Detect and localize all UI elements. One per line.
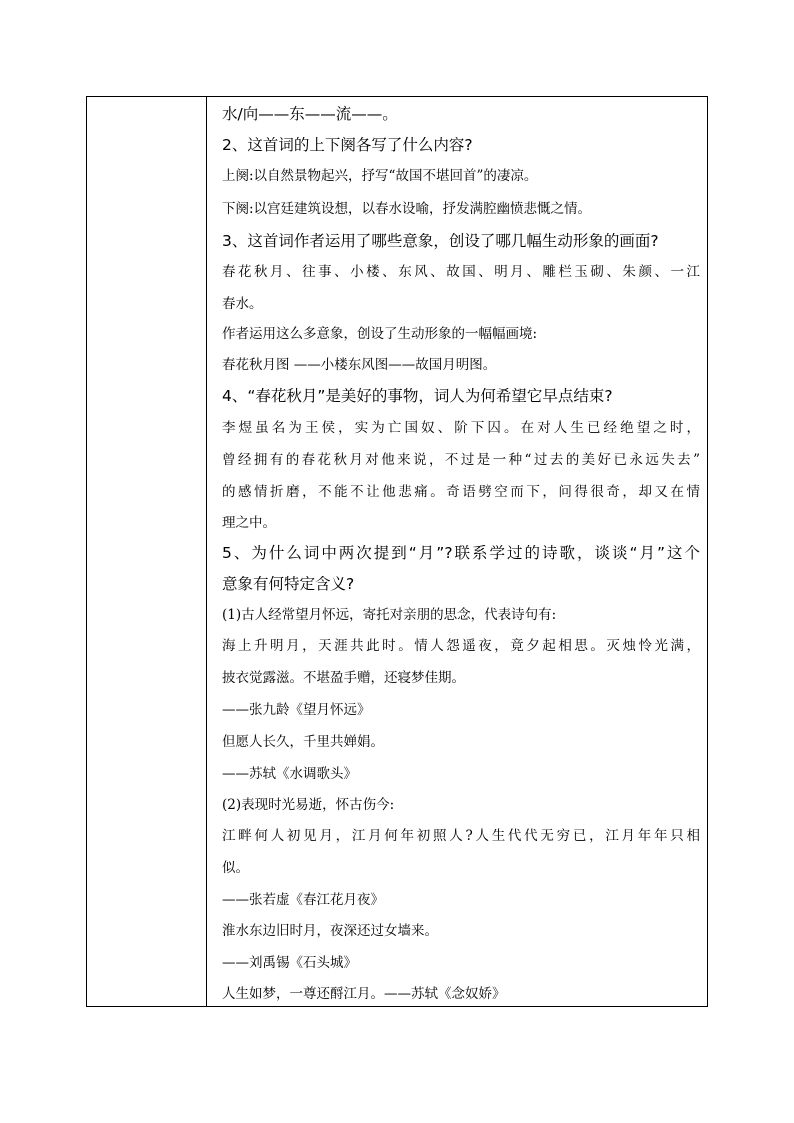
question-line: 水/向——东——流——。 bbox=[222, 105, 398, 123]
answer-line: 上阕:以自然景物起兴，抒写“故国不堪回首”的凄凉。 bbox=[222, 168, 538, 184]
answer-line: 海上升明月，天涯共此时。情人怨遥夜，竟夕起相思。灭烛怜光满， bbox=[222, 638, 700, 654]
answer-line: 江畔何人初见月，江月何年初照人?人生代代无穷已，江月年年只相 bbox=[222, 828, 700, 844]
question-line: 2、这首词的上下阕各写了什么内容? bbox=[222, 136, 473, 154]
table-content-cell bbox=[208, 97, 707, 1006]
answer-line: ——张九龄《望月怀远》 bbox=[222, 702, 371, 718]
answer-line: (1)古人经常望月怀远，寄托对亲朋的思念，代表诗句有: bbox=[222, 607, 557, 623]
answer-line: 理之中。 bbox=[222, 515, 276, 531]
question-line: 意象有何特定含义? bbox=[222, 575, 355, 593]
answer-line: ——苏轼《水调歌头》 bbox=[222, 766, 357, 782]
document-table bbox=[86, 96, 708, 1007]
question-line: 5、为什么词中两次提到“月”?联系学过的诗歌，谈谈“月”这个 bbox=[222, 544, 700, 562]
table-left-cell bbox=[87, 97, 207, 1006]
answer-line: 但愿人长久，千里共婵娟。 bbox=[222, 734, 384, 750]
answer-line: 淮水东边旧时月，夜深还过女墙来。 bbox=[222, 923, 438, 939]
question-line: 4、“春花秋月”是美好的事物，词人为何希望它早点结束? bbox=[222, 387, 613, 405]
question-line: 3、这首词作者运用了哪些意象，创设了哪几幅生动形象的画面? bbox=[222, 232, 659, 250]
answer-line: 作者运用这么多意象，创设了生动形象的一幅幅画境: bbox=[222, 326, 538, 342]
answer-line: 人生如梦，一尊还酹江月。——苏轼《念奴娇》 bbox=[222, 986, 506, 1002]
answer-line: ——张若虚《春江花月夜》 bbox=[222, 892, 384, 908]
answer-line: 似。 bbox=[222, 860, 249, 876]
answer-line: 春花秋月图 ——小楼东风图——故国月明图。 bbox=[222, 357, 497, 373]
answer-line: 披衣觉露滋。不堪盈手赠，还寝梦佳期。 bbox=[222, 670, 465, 686]
answer-line: 春水。 bbox=[222, 296, 263, 312]
answer-line: 下阕:以宫廷建筑设想，以春水设喻，抒发满腔幽愤悲慨之情。 bbox=[222, 201, 592, 217]
answer-line: ——刘禹锡《石头城》 bbox=[222, 955, 357, 971]
answer-line: (2)表现时光易逝，怀古伤今: bbox=[222, 797, 395, 813]
answer-line: 春花秋月、往事、小楼、东风、故国、明月、雕栏玉砌、朱颜、一江 bbox=[222, 264, 700, 280]
answer-line: 的感情折磨，不能不让他悲痛。奇语劈空而下，问得很奇，却又在情 bbox=[222, 484, 700, 500]
answer-line: 曾经拥有的春花秋月对他来说，不过是一种“过去的美好已永远失去” bbox=[222, 452, 700, 468]
answer-line: 李煜虽名为王侯，实为亡国奴、阶下囚。在对人生已经绝望之时， bbox=[222, 420, 700, 436]
